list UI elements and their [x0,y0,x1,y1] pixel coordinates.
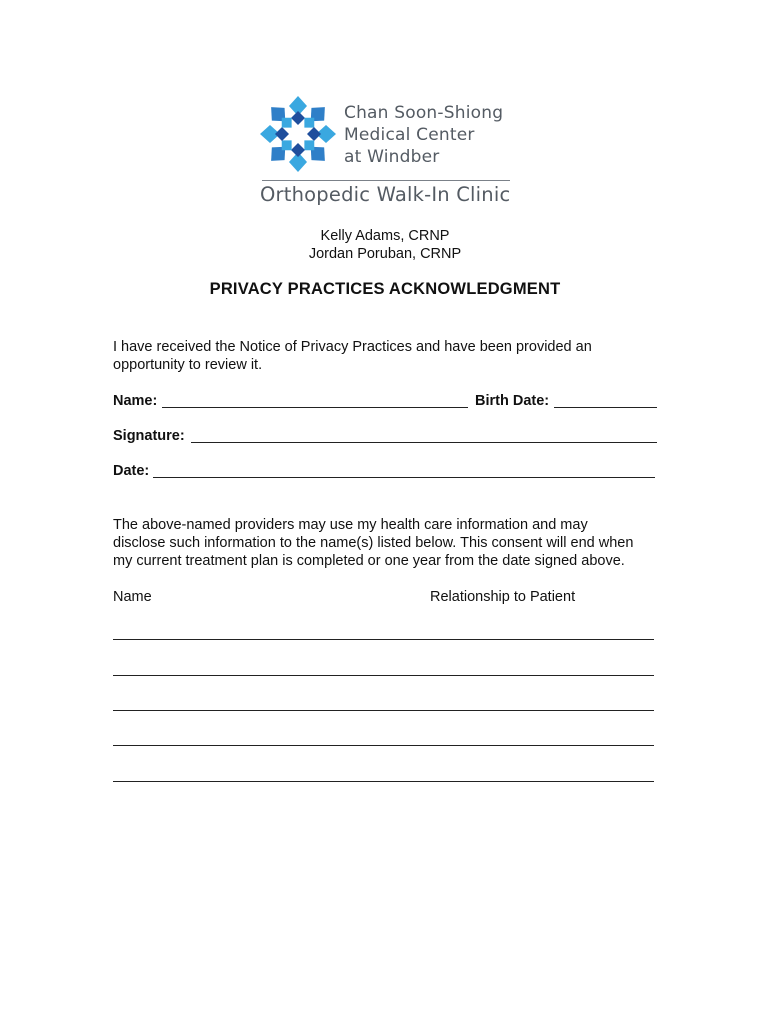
page-title: PRIVACY PRACTICES ACKNOWLEDGMENT [209,280,561,298]
consent-line-3: my current treatment plan is completed or one year from the date signed above. [113,553,625,569]
logo-line-3: at Windber [344,147,440,167]
date-label: Date: [113,463,150,479]
logo-divider [262,180,510,181]
authorized-person-row[interactable] [113,639,654,640]
logo-petal [260,125,289,143]
authorized-person-row[interactable] [113,745,654,746]
acknowledgment-line-2: opportunity to review it. [113,357,263,373]
logo-petal [289,143,307,172]
column-header-name: Name [113,589,152,605]
consent-line-2: disclose such information to the name(s) listed below. This consent will end when [113,535,634,551]
column-header-relationship: Relationship to Patient [430,589,576,605]
acknowledgment-line-1: I have received the Notice of Privacy Practices and have been provided an [113,339,592,355]
logo-petal [289,96,307,125]
name-label: Name: [113,393,158,409]
name-field[interactable] [162,407,468,408]
logo-line-2: Medical Center [344,125,475,145]
provider-1: Kelly Adams, CRNP [320,228,450,244]
birth-date-label: Birth Date: [475,393,550,409]
date-field[interactable] [153,477,655,478]
birth-date-field[interactable] [554,407,657,408]
consent-line-1: The above-named providers may use my health care information and may [113,517,588,533]
logo-line-1: Chan Soon-Shiong [344,103,504,123]
authorized-person-row[interactable] [113,781,654,782]
signature-field[interactable] [191,442,657,443]
provider-2: Jordan Poruban, CRNP [308,246,462,262]
authorized-person-row[interactable] [113,675,654,676]
clinic-name: Orthopedic Walk-In Clinic [260,183,511,206]
authorized-person-row[interactable] [113,710,654,711]
logo-petal [307,125,336,143]
star-logo-icon [258,94,338,174]
signature-label: Signature: [113,428,185,444]
